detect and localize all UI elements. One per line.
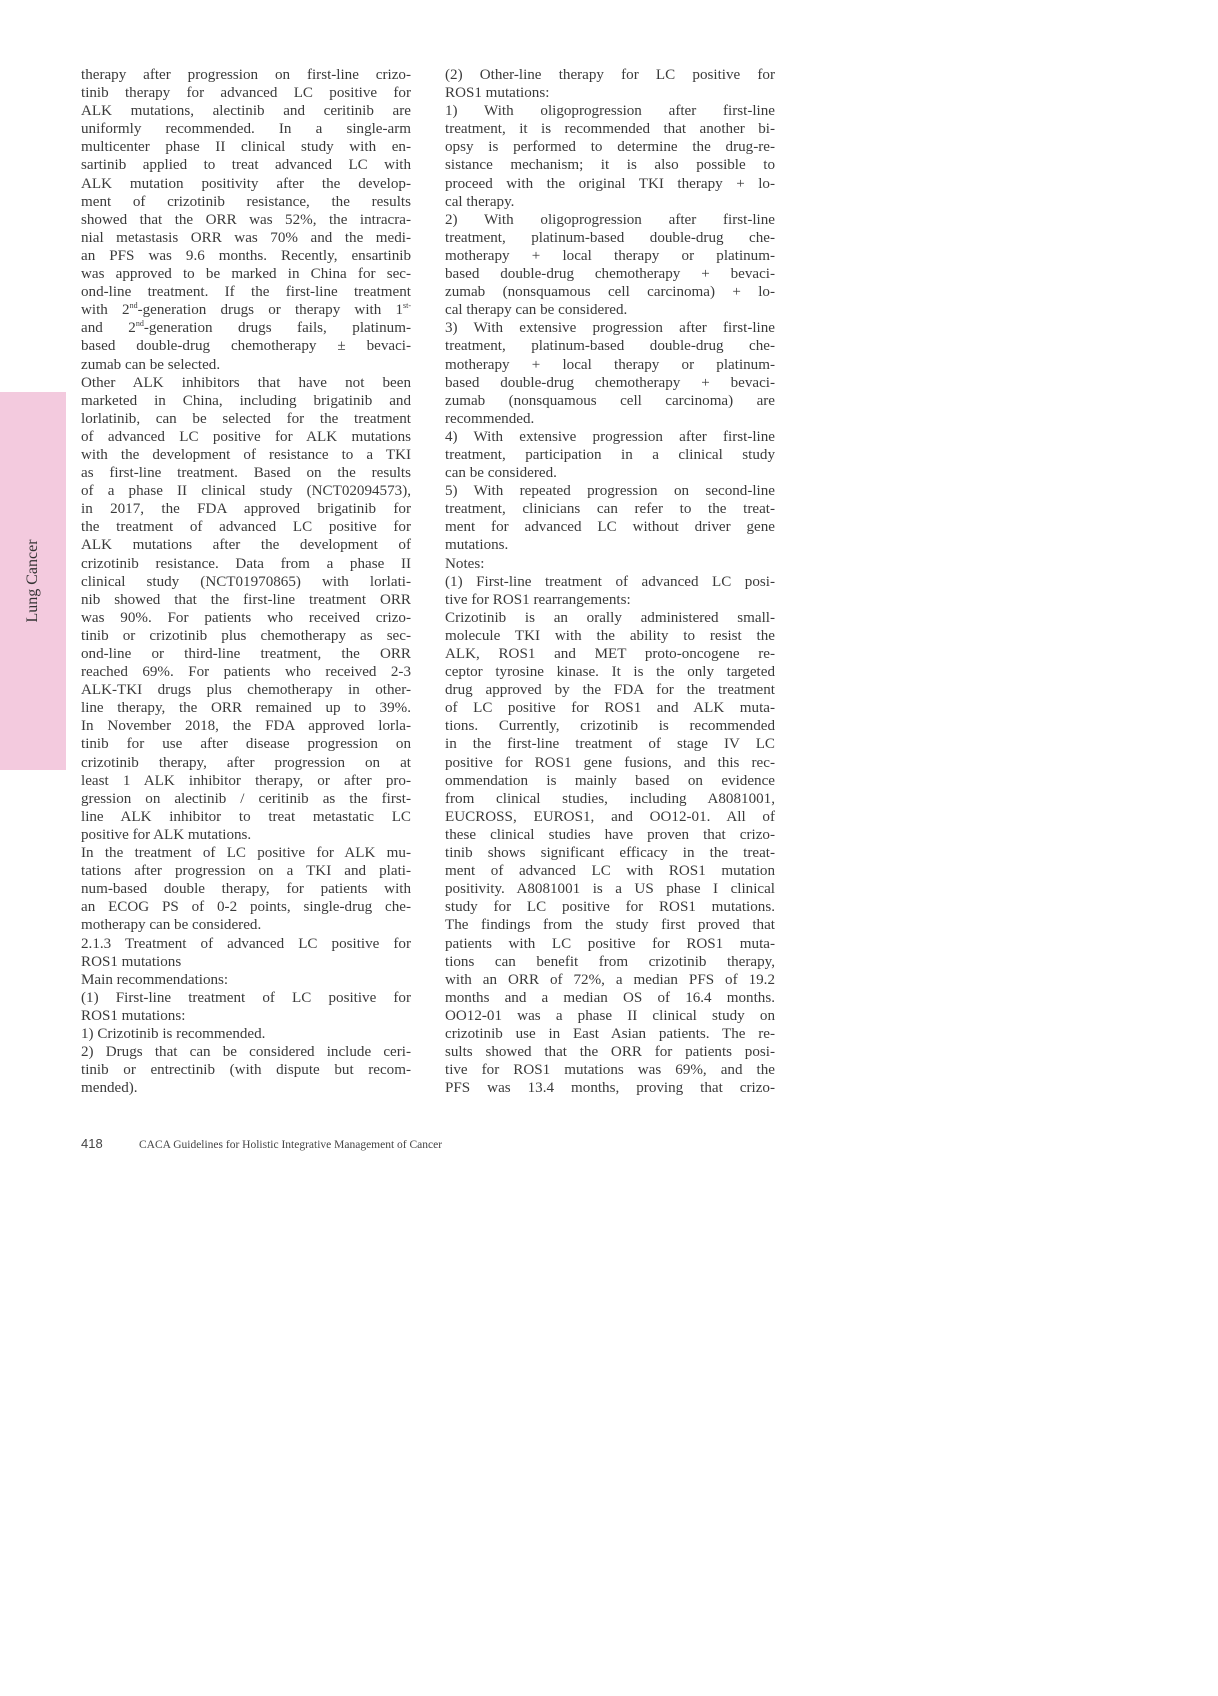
text-line xyxy=(81,880,411,898)
text-line-segment: as first-line treatment. Based on the results xyxy=(81,465,411,482)
text-line xyxy=(445,193,775,211)
text-line-segment: an ECOG PS of 0-2 points, single-drug che- xyxy=(81,899,411,916)
text-line-segment: the treatment of advanced LC positive for xyxy=(81,519,411,536)
text-line-segment: ROS1 mutations xyxy=(81,953,182,970)
text-line-segment: therapy after progression on first-line crizo- xyxy=(81,67,411,83)
text-line xyxy=(445,374,775,392)
text-line-segment: treatment, it is recommended that another bi- xyxy=(445,121,775,138)
text-line xyxy=(445,627,775,645)
text-line xyxy=(445,844,775,862)
text-line-segment: Other ALK inhibitors that have not been xyxy=(81,374,411,391)
text-line xyxy=(81,681,411,699)
text-line xyxy=(81,138,411,156)
section-side-tab-label: Lung Cancer xyxy=(24,539,41,623)
text-line-segment: num-based double therapy, for patients with xyxy=(81,881,411,898)
text-line-segment: ceptor tyrosine kinase. It is the only targeted xyxy=(445,664,775,681)
text-line xyxy=(445,518,775,536)
text-line xyxy=(445,699,775,717)
text-line xyxy=(445,428,775,446)
text-line xyxy=(445,84,775,102)
text-line xyxy=(445,301,775,319)
text-line xyxy=(81,229,411,247)
text-line xyxy=(445,392,775,410)
text-line xyxy=(81,916,411,934)
text-line xyxy=(445,790,775,808)
text-line xyxy=(445,211,775,229)
text-line xyxy=(81,645,411,663)
text-line-segment: Notes: xyxy=(445,555,485,572)
text-line-segment: months and a median OS of 16.4 months. xyxy=(445,989,775,1006)
text-line xyxy=(81,989,411,1007)
text-line-segment: ROS1 mutations: xyxy=(81,1007,186,1024)
text-line xyxy=(445,971,775,989)
text-line xyxy=(445,482,775,500)
text-line-segment: nib showed that the first-line treatment ORR xyxy=(81,591,411,608)
text-line-segment: ALK, ROS1 and MET proto-oncogene re- xyxy=(445,646,775,662)
text-line xyxy=(445,826,775,844)
text-line xyxy=(445,772,775,790)
text-line xyxy=(445,555,775,573)
text-line xyxy=(81,699,411,717)
text-line xyxy=(81,1061,411,1079)
text-line xyxy=(81,953,411,971)
text-line-segment: an PFS was 9.6 months. Recently, ensartinib xyxy=(81,247,411,264)
text-line-segment: recommended. xyxy=(445,410,535,427)
text-line xyxy=(445,102,775,120)
text-line-segment: lorlatinib, can be selected for the treatment xyxy=(81,410,411,427)
text-line xyxy=(81,844,411,862)
text-line-segment: 3) With extensive progression after first-line xyxy=(445,320,775,337)
text-line-segment: ond-line or third-line treatment, the ORR xyxy=(81,646,411,662)
text-line xyxy=(81,717,411,735)
text-line-segment: based double-drug chemotherapy + bevaci- xyxy=(445,374,775,391)
text-line xyxy=(445,735,775,753)
text-line xyxy=(445,337,775,355)
text-line xyxy=(445,410,775,428)
text-line-segment: tive for ROS1 rearrangements: xyxy=(445,591,631,608)
text-line-segment: ment for advanced LC without driver gene xyxy=(445,519,775,536)
text-line-segment: line ALK inhibitor to treat metastatic LC xyxy=(81,808,411,825)
text-line-segment: tive for ROS1 mutations was 69%, and the xyxy=(445,1062,775,1079)
text-line xyxy=(81,898,411,916)
text-line xyxy=(445,862,775,880)
text-line-segment: tions can benefit from crizotinib therapy, xyxy=(445,953,775,970)
text-line xyxy=(81,772,411,790)
text-line xyxy=(445,464,775,482)
text-line xyxy=(445,138,775,156)
text-line xyxy=(445,591,775,609)
text-line xyxy=(81,482,411,500)
text-line-segment: PFS was 13.4 months, proving that crizo- xyxy=(445,1080,775,1097)
text-line xyxy=(81,175,411,193)
text-line-segment: 1) With oligoprogression after first-line xyxy=(445,103,775,120)
text-line xyxy=(445,898,775,916)
text-line-segment: -generation drugs or therapy with 1 xyxy=(137,302,403,319)
text-line-segment: The findings from the study first proved that xyxy=(445,917,775,934)
text-line-segment: ommendation is mainly based on evidence xyxy=(445,772,775,789)
text-line-segment: uniformly recommended. In a single-arm xyxy=(81,121,411,138)
text-line xyxy=(81,826,411,844)
text-line xyxy=(445,989,775,1007)
text-line xyxy=(81,84,411,102)
text-line xyxy=(81,410,411,428)
text-line xyxy=(445,156,775,174)
text-line-segment: mended). xyxy=(81,1080,138,1097)
text-line-segment: zumab can be selected. xyxy=(81,356,221,373)
text-line xyxy=(445,953,775,971)
text-line-segment: cal therapy can be considered. xyxy=(445,302,628,319)
text-line-segment: 5) With repeated progression on second-line xyxy=(445,483,775,500)
text-line xyxy=(81,193,411,211)
text-line xyxy=(81,265,411,283)
text-line xyxy=(81,591,411,609)
text-line xyxy=(81,862,411,880)
text-line-segment: tinib or crizotinib plus chemotherapy as sec- xyxy=(81,627,411,644)
text-line xyxy=(81,66,411,84)
text-line xyxy=(81,573,411,591)
text-line-segment: treatment, platinum-based double-drug che- xyxy=(445,229,775,246)
text-line-segment: sistance mechanism; it is also possible to xyxy=(445,157,775,174)
text-line-segment: ALK mutations after the development of xyxy=(81,537,411,554)
text-line xyxy=(81,735,411,753)
text-line xyxy=(445,1025,775,1043)
text-line-segment: tinib or entrectinib (with dispute but recom- xyxy=(81,1062,411,1079)
text-line xyxy=(81,500,411,518)
right-text-column xyxy=(445,66,775,1097)
text-line xyxy=(445,935,775,953)
text-line xyxy=(445,663,775,681)
text-line-segment: motherapy + local therapy or platinum- xyxy=(445,247,775,264)
text-line-segment: in 2017, the FDA approved brigatinib for xyxy=(81,501,411,518)
text-line-segment: zumab (nonsquamous cell carcinoma) + lo- xyxy=(445,284,775,301)
text-line-segment: line therapy, the ORR remained up to 39%. xyxy=(81,700,411,717)
text-line-segment: (1) First-line treatment of advanced LC posi- xyxy=(445,573,775,590)
text-line xyxy=(81,790,411,808)
text-line xyxy=(81,1007,411,1025)
text-line xyxy=(445,247,775,265)
left-text-column xyxy=(81,66,411,1097)
text-line xyxy=(445,1061,775,1079)
section-side-tab xyxy=(0,392,66,770)
text-line xyxy=(81,102,411,120)
text-line-segment: tinib therapy for advanced LC positive for xyxy=(81,85,411,102)
text-line-segment: treatment, clinicians can refer to the treat- xyxy=(445,501,775,518)
text-line-segment: OO12-01 was a phase II clinical study on xyxy=(445,1007,775,1024)
text-line xyxy=(81,971,411,989)
text-line xyxy=(445,1079,775,1097)
text-line-segment: of advanced LC positive for ALK mutations xyxy=(81,428,411,445)
text-line-segment: zumab (nonsquamous cell carcinoma) are xyxy=(445,392,775,409)
text-line xyxy=(445,681,775,699)
superscript: st- xyxy=(403,301,411,311)
text-line-segment: based double-drug chemotherapy ± bevaci- xyxy=(81,338,411,355)
text-line xyxy=(445,283,775,301)
text-line-segment: marketed in China, including brigatinib and xyxy=(81,392,411,409)
text-line xyxy=(81,356,411,374)
text-line-segment: ROS1 mutations: xyxy=(445,85,550,102)
text-line xyxy=(445,645,775,663)
text-line-segment: based double-drug chemotherapy + bevaci- xyxy=(445,266,775,283)
text-line xyxy=(445,573,775,591)
text-line-segment: treatment, platinum-based double-drug che- xyxy=(445,338,775,355)
superscript: nd xyxy=(129,301,138,311)
text-line xyxy=(81,211,411,229)
text-line xyxy=(81,754,411,772)
text-line-segment: crizotinib therapy, after progression on at xyxy=(81,754,411,771)
text-line-segment: nial metastasis ORR was 70% and the medi- xyxy=(81,229,411,246)
text-line-segment: ment of crizotinib resistance, the results xyxy=(81,193,411,210)
text-line-segment: was approved to be marked in China for sec- xyxy=(81,266,411,283)
text-line-segment: tions. Currently, crizotinib is recommended xyxy=(445,718,775,735)
text-line-segment: positivity. A8081001 is a US phase I clinical xyxy=(445,881,775,898)
text-line-segment: crizotinib resistance. Data from a phase II xyxy=(81,555,411,572)
text-line-segment: 2.1.3 Treatment of advanced LC positive for xyxy=(81,935,411,952)
text-line xyxy=(81,283,411,301)
text-line xyxy=(81,555,411,573)
text-line-segment: opsy is performed to determine the drug-re- xyxy=(445,139,775,156)
text-line-segment: showed that the ORR was 52%, the intracra- xyxy=(81,211,411,228)
text-line-segment: in the first-line treatment of stage IV LC xyxy=(445,736,775,753)
text-line xyxy=(81,1043,411,1061)
text-line xyxy=(81,428,411,446)
text-line xyxy=(81,1079,411,1097)
text-line xyxy=(81,663,411,681)
text-line xyxy=(81,374,411,392)
text-line-segment: was 90%. For patients who received crizo- xyxy=(81,609,411,626)
text-line-segment: -generation drugs fails, platinum- xyxy=(143,320,411,337)
text-line xyxy=(445,609,775,627)
page-number: 418 xyxy=(81,1136,103,1151)
text-line xyxy=(81,446,411,464)
text-line xyxy=(81,337,411,355)
text-line-segment: of a phase II clinical study (NCT02094573), xyxy=(81,483,411,500)
text-line xyxy=(81,808,411,826)
text-line xyxy=(445,916,775,934)
text-line xyxy=(445,880,775,898)
text-line-segment: tinib shows significant efficacy in the treat- xyxy=(445,845,775,862)
text-line-segment: 1) Crizotinib is recommended. xyxy=(81,1025,266,1042)
text-line-segment: can be considered. xyxy=(445,465,557,482)
text-line-segment: In November 2018, the FDA approved lorla- xyxy=(81,718,411,735)
text-line-segment: 2) With oligoprogression after first-line xyxy=(445,211,775,228)
text-line xyxy=(445,120,775,138)
text-line xyxy=(445,356,775,374)
text-line-segment: crizotinib use in East Asian patients. The re- xyxy=(445,1025,775,1042)
text-line-segment: these clinical studies have proven that crizo- xyxy=(445,826,775,843)
text-line xyxy=(81,536,411,554)
text-line-segment: least 1 ALK inhibitor therapy, or after pro- xyxy=(81,772,411,789)
text-line-segment: (1) First-line treatment of LC positive for xyxy=(81,989,411,1006)
text-line xyxy=(81,156,411,174)
text-line-segment: tinib for use after disease progression on xyxy=(81,736,411,753)
text-line-segment: drug approved by the FDA for the treatment xyxy=(445,682,775,699)
text-line xyxy=(81,464,411,482)
text-line xyxy=(81,935,411,953)
text-line-segment: motherapy + local therapy or platinum- xyxy=(445,356,775,373)
text-line xyxy=(445,1043,775,1061)
text-line xyxy=(81,1025,411,1043)
text-line xyxy=(81,319,411,337)
text-line xyxy=(81,627,411,645)
text-line xyxy=(445,536,775,554)
text-line-segment: ond-line treatment. If the first-line treatment xyxy=(81,284,411,301)
running-title: CACA Guidelines for Holistic Integrative Management of Cancer xyxy=(139,1139,443,1151)
text-line xyxy=(81,120,411,138)
text-line-segment: molecule TKI with the ability to resist the xyxy=(445,627,775,644)
text-line-segment: positive for ROS1 gene fusions, and this rec- xyxy=(445,754,775,771)
text-line-segment: EUCROSS, EUROS1, and OO12-01. All of xyxy=(445,808,775,825)
text-line-segment: with 2 xyxy=(81,302,130,319)
text-line-segment: (2) Other-line therapy for LC positive for xyxy=(445,67,775,83)
text-line xyxy=(445,66,775,84)
text-line-segment: and 2 xyxy=(81,320,136,337)
text-line xyxy=(445,808,775,826)
text-line-segment: Main recommendations: xyxy=(81,971,229,988)
text-line-segment: 2) Drugs that can be considered include ceri- xyxy=(81,1044,411,1061)
text-line-segment: cal therapy. xyxy=(445,193,515,210)
text-line-segment: mutations. xyxy=(445,537,509,554)
text-line-segment: sults showed that the ORR for patients posi- xyxy=(445,1044,775,1061)
superscript: nd xyxy=(135,319,144,329)
text-line xyxy=(445,319,775,337)
text-line-segment: patients with LC positive for ROS1 muta- xyxy=(445,935,775,952)
text-line-segment: from clinical studies, including A8081001, xyxy=(445,790,775,807)
text-line-segment: positive for ALK mutations. xyxy=(81,826,252,843)
text-line-segment: multicenter phase II clinical study with en- xyxy=(81,139,411,156)
text-line xyxy=(445,754,775,772)
text-line xyxy=(445,229,775,247)
text-line xyxy=(445,446,775,464)
text-line-segment: ALK mutation positivity after the develop- xyxy=(81,175,411,192)
text-line xyxy=(81,518,411,536)
text-line-segment: Crizotinib is an orally administered small- xyxy=(445,609,775,626)
text-line-segment: clinical study (NCT01970865) with lorlati- xyxy=(81,573,411,590)
text-line xyxy=(445,1007,775,1025)
text-line-segment: ment of advanced LC with ROS1 mutation xyxy=(445,863,775,880)
text-line-segment: study for LC positive for ROS1 mutations. xyxy=(445,899,775,916)
text-line-segment: with an ORR of 72%, a median PFS of 19.2 xyxy=(445,971,775,988)
text-line-segment: treatment, participation in a clinical study xyxy=(445,446,775,463)
text-line xyxy=(81,609,411,627)
text-line xyxy=(445,500,775,518)
text-line-segment: proceed with the original TKI therapy + lo- xyxy=(445,175,775,192)
text-line-segment: In the treatment of LC positive for ALK mu- xyxy=(81,845,411,862)
text-line-segment: ALK-TKI drugs plus chemotherapy in other- xyxy=(81,682,411,699)
text-line xyxy=(445,265,775,283)
text-line-segment: sartinib applied to treat advanced LC with xyxy=(81,157,411,174)
text-line-segment: gression on alectinib / ceritinib as the first- xyxy=(81,790,411,807)
text-line-segment: ALK mutations, alectinib and ceritinib are xyxy=(81,103,411,120)
text-line-segment: 4) With extensive progression after first-line xyxy=(445,428,775,445)
text-line xyxy=(81,392,411,410)
text-line xyxy=(81,247,411,265)
text-line xyxy=(445,717,775,735)
text-line-segment: of LC positive for ROS1 and ALK muta- xyxy=(445,700,775,717)
text-line-segment: motherapy can be considered. xyxy=(81,917,262,934)
page-footer xyxy=(81,1135,442,1153)
text-line xyxy=(81,301,411,319)
text-line xyxy=(445,175,775,193)
text-line-segment: reached 69%. For patients who received 2-3 xyxy=(81,664,411,681)
text-line-segment: tations after progression on a TKI and plati- xyxy=(81,863,411,880)
text-line-segment: with the development of resistance to a TKI xyxy=(81,446,411,463)
